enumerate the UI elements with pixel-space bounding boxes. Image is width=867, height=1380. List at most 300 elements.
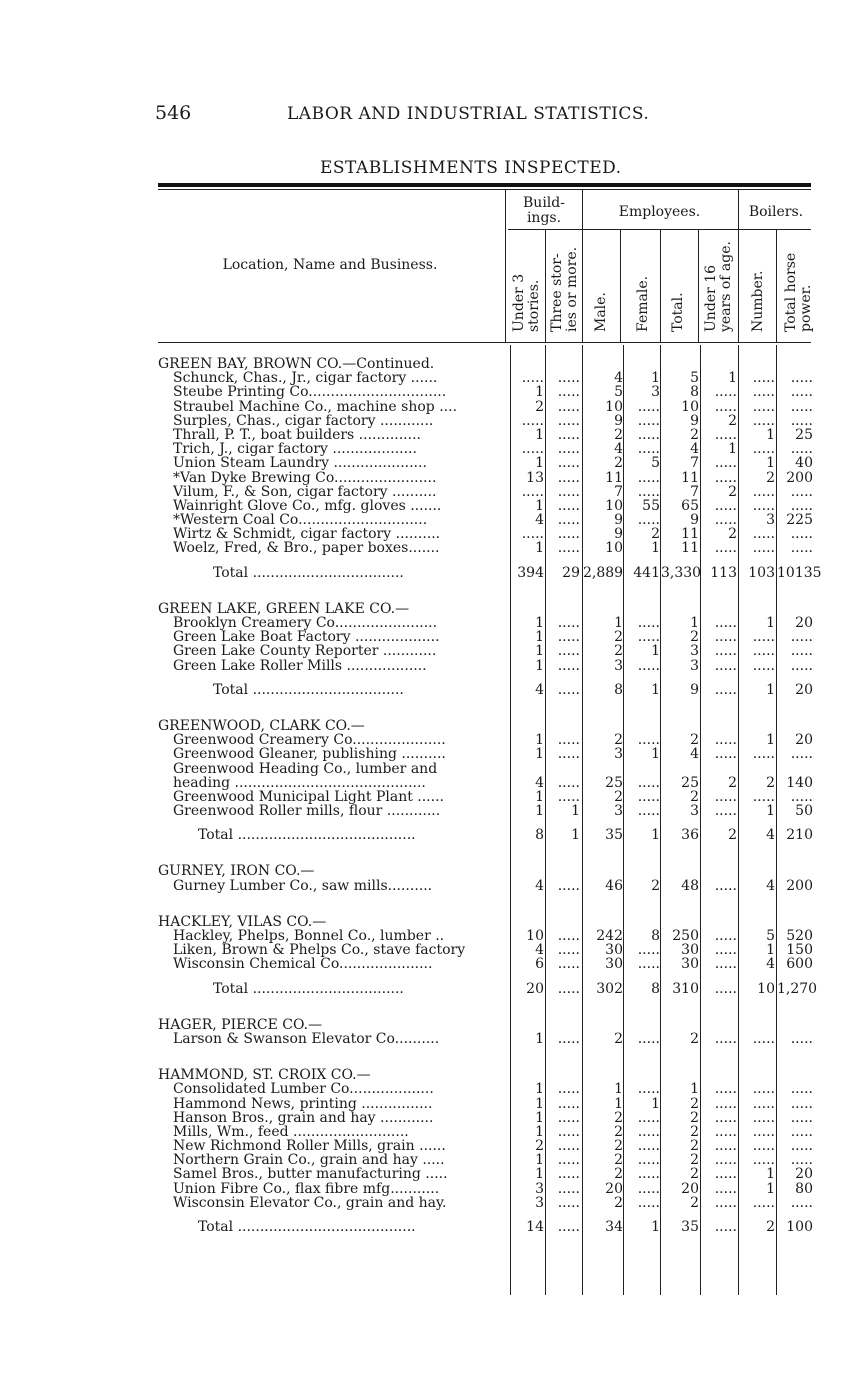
cell-male: 2 — [614, 1138, 623, 1155]
cell-b1: 1 — [535, 615, 544, 631]
cell-b1: ..... — [521, 441, 544, 458]
cell-b1: 1 — [535, 657, 544, 674]
cell-num: 5 — [766, 928, 775, 944]
table-row — [158, 929, 813, 943]
table-row — [158, 1032, 813, 1046]
establishment-name: *Van Dyke Brewing Co....................... — [173, 469, 437, 486]
establishment-name: Straubel Machine Co., machine shop .... — [173, 398, 458, 415]
cell-total: 9 — [690, 681, 699, 698]
table-top-rule-thin — [158, 189, 811, 190]
header-male: Male. — [593, 292, 609, 332]
cell-male: 2 — [614, 788, 623, 805]
cell-b1: 3 — [535, 1180, 544, 1197]
table-row — [158, 414, 813, 428]
cell-num: 1 — [766, 1166, 775, 1183]
cell-total: 3 — [690, 803, 699, 820]
table-row — [158, 1097, 813, 1111]
cell-b1: 1 — [535, 1109, 544, 1126]
cell-male: 302 — [596, 980, 623, 997]
cell-male: 10 — [605, 540, 623, 557]
cell-b2: ..... — [557, 643, 580, 660]
cell-u16: ..... — [714, 877, 737, 894]
cell-female: 1 — [651, 746, 660, 763]
cell-b1: 4 — [535, 512, 544, 529]
table-row — [158, 879, 813, 893]
cell-u16: ..... — [714, 615, 737, 631]
cell-num: ..... — [752, 441, 775, 458]
cell-b2: ..... — [557, 412, 580, 429]
cell-b1: 1 — [535, 746, 544, 763]
cell-b2: ..... — [557, 469, 580, 486]
cell-b1: 1 — [535, 497, 544, 514]
cell-b2: ..... — [557, 1138, 580, 1155]
cell-male: 2 — [614, 1152, 623, 1169]
establishment-name: Brooklyn Creamery Co....................... — [173, 615, 438, 631]
establishment-name: Thrall, P. T., boat builders .............. — [173, 426, 421, 443]
cell-num: ..... — [752, 1194, 775, 1211]
cell-total: 2 — [690, 1095, 699, 1112]
establishment-name: Greenwood Municipal Light Plant ...... — [173, 788, 444, 805]
total-row — [158, 564, 822, 581]
cell-female: ..... — [637, 398, 660, 415]
cell-hp: ..... — [790, 1138, 813, 1155]
cell-male: 10 — [605, 497, 623, 514]
cell-b2: ..... — [557, 928, 580, 944]
cell-hp: 210 — [786, 827, 813, 844]
cell-b2: ..... — [557, 1123, 580, 1140]
group-spacer — [158, 1046, 813, 1068]
cell-male: 3 — [614, 657, 623, 674]
cell-u16: ..... — [714, 1152, 737, 1169]
total-row — [158, 980, 818, 997]
cell-b1: 1 — [535, 384, 544, 401]
establishment-name: Samel Bros., butter manufacturing ..... — [173, 1166, 448, 1183]
cell-u16: ..... — [714, 643, 737, 660]
section-title: ESTABLISHMENTS INSPECTED. — [320, 158, 622, 178]
cell-total: 9 — [690, 412, 699, 429]
cell-b1: 1 — [535, 643, 544, 660]
cell-num: 103 — [748, 564, 775, 581]
table-row — [158, 1153, 813, 1167]
cell-b1: 1 — [535, 803, 544, 820]
cell-hp: 40 — [795, 455, 813, 472]
cell-hp: 200 — [786, 877, 813, 894]
group-title: GREEN BAY, BROWN CO.—Continued. — [158, 356, 435, 372]
cell-male: 46 — [605, 877, 623, 894]
cell-male: 2 — [614, 629, 623, 646]
cell-num: 4 — [766, 827, 775, 844]
cell-female: ..... — [637, 615, 660, 631]
cell-num: 2 — [766, 469, 775, 486]
cell-b1: ..... — [521, 483, 544, 500]
cell-male: 30 — [605, 942, 623, 959]
cell-total: 11 — [681, 526, 699, 543]
cell-b1: 6 — [535, 956, 544, 973]
table-row — [158, 644, 813, 658]
cell-b2: ..... — [557, 497, 580, 514]
cell-b1: 2 — [535, 398, 544, 415]
cell-u16: ..... — [714, 980, 737, 997]
cell-female: ..... — [637, 483, 660, 500]
cell-b1: ..... — [521, 526, 544, 543]
cell-hp: ..... — [790, 746, 813, 763]
cell-b2: ..... — [557, 746, 580, 763]
cell-female: ..... — [637, 788, 660, 805]
cell-female: 5 — [651, 455, 660, 472]
cell-num: ..... — [752, 1030, 775, 1047]
cell-num: 1 — [766, 455, 775, 472]
table-row — [158, 442, 813, 456]
running-title: LABOR AND INDUSTRIAL STATISTICS. — [287, 104, 650, 124]
cell-num: 1 — [766, 732, 775, 749]
cell-female: ..... — [637, 956, 660, 973]
total-row — [158, 828, 813, 842]
cell-u16: 2 — [728, 412, 737, 429]
header-divider — [698, 229, 699, 342]
cell-total: 11 — [681, 469, 699, 486]
group-spacer — [158, 893, 813, 915]
cell-num: 3 — [766, 512, 775, 529]
table-row — [158, 776, 813, 790]
cell-total: 4 — [690, 441, 699, 458]
cell-male: 3 — [614, 803, 623, 820]
cell-u16: ..... — [714, 1123, 737, 1140]
table-row — [158, 527, 813, 541]
cell-hp: ..... — [790, 1081, 813, 1098]
cell-b2: ..... — [557, 657, 580, 674]
header-employees: Employees. — [618, 204, 701, 220]
cell-total: 65 — [681, 497, 699, 514]
cell-male: 1 — [614, 1095, 623, 1112]
cell-female: 1 — [651, 370, 660, 387]
cell-male: 9 — [614, 412, 623, 429]
cell-total: 5 — [690, 370, 699, 387]
cell-num: 10 — [757, 980, 775, 997]
cell-male: 35 — [605, 827, 623, 844]
cell-female: ..... — [637, 426, 660, 443]
cell-hp: ..... — [790, 629, 813, 646]
cell-total: 310 — [672, 980, 699, 997]
table-row — [158, 456, 813, 470]
total-row — [158, 683, 813, 697]
cell-male: 25 — [605, 774, 623, 791]
cell-b1: 1 — [535, 540, 544, 557]
establishment-name: *Western Coal Co............................. — [173, 512, 428, 529]
cell-num: ..... — [752, 643, 775, 660]
establishment-name: Greenwood Roller mills, flour ............ — [173, 803, 441, 820]
cell-hp: ..... — [790, 1095, 813, 1112]
cell-total: 2 — [690, 1030, 699, 1047]
cell-u16: ..... — [714, 1138, 737, 1155]
cell-male: 2 — [614, 426, 623, 443]
table-row — [158, 1111, 813, 1125]
cell-female: 1 — [651, 681, 660, 698]
cell-total: 11 — [681, 540, 699, 557]
cell-female: ..... — [637, 1180, 660, 1197]
cell-hp: ..... — [790, 384, 813, 401]
establishment-name: Total ........................................ — [198, 827, 416, 844]
table-row — [158, 659, 813, 673]
cell-b2: ..... — [557, 788, 580, 805]
cell-num: 4 — [766, 877, 775, 894]
establishment-name: Wirtz & Schmidt, cigar factory .......... — [173, 526, 441, 543]
cell-u16: ..... — [714, 540, 737, 557]
cell-u16: ..... — [714, 1166, 737, 1183]
cell-female: ..... — [637, 657, 660, 674]
table-row — [158, 1125, 813, 1139]
cell-u16: ..... — [714, 426, 737, 443]
cell-total: 7 — [690, 483, 699, 500]
cell-b2: ..... — [557, 732, 580, 749]
cell-male: 5 — [614, 384, 623, 401]
cell-b2: ..... — [557, 1030, 580, 1047]
table-row — [158, 762, 813, 776]
cell-male: 8 — [614, 681, 623, 698]
cell-num: 1 — [766, 942, 775, 959]
establishment-name: Hackley, Phelps, Bonnel Co., lumber .. — [173, 928, 445, 944]
table-row — [158, 371, 813, 385]
cell-b2: ..... — [557, 1095, 580, 1112]
establishment-name: New Richmond Roller Mills, grain ...... — [173, 1138, 446, 1155]
cell-female: ..... — [637, 1030, 660, 1047]
group-title: HAMMOND, ST. CROIX CO.— — [158, 1067, 371, 1084]
cell-total: 2 — [690, 1138, 699, 1155]
group-title: HACKLEY, VILAS CO.— — [158, 913, 327, 930]
cell-num: ..... — [752, 1109, 775, 1126]
cell-b2: ..... — [557, 774, 580, 791]
cell-b1: 4 — [535, 681, 544, 698]
cell-total: 30 — [681, 942, 699, 959]
cell-b2: ..... — [557, 1166, 580, 1183]
cell-b1: 1 — [535, 1152, 544, 1169]
cell-u16: ..... — [714, 746, 737, 763]
cell-hp: 140 — [786, 774, 813, 791]
establishments-table — [158, 356, 822, 1235]
cell-hp: 150 — [786, 942, 813, 959]
cell-male: 30 — [605, 956, 623, 973]
cell-u16: ..... — [714, 497, 737, 514]
cell-b2: ..... — [557, 1219, 580, 1235]
cell-b1: 1 — [535, 455, 544, 472]
cell-u16: ..... — [714, 1095, 737, 1112]
cell-hp: ..... — [790, 1109, 813, 1126]
table-row — [158, 804, 813, 818]
cell-hp: ..... — [790, 483, 813, 500]
cell-b2: ..... — [557, 441, 580, 458]
cell-total: 36 — [681, 827, 699, 844]
cell-total: 1 — [690, 615, 699, 631]
cell-b1: 10 — [526, 928, 544, 944]
cell-b1: 1 — [535, 1081, 544, 1098]
cell-female: 2 — [651, 526, 660, 543]
cell-b2: ..... — [557, 980, 580, 997]
cell-total: 2 — [690, 732, 699, 749]
cell-female: 8 — [651, 980, 660, 997]
cell-u16: ..... — [714, 956, 737, 973]
cell-female: ..... — [637, 629, 660, 646]
header-boiler-number: Number. — [750, 270, 766, 332]
cell-u16: ..... — [714, 629, 737, 646]
cell-u16: ..... — [714, 1030, 737, 1047]
header-divider — [545, 229, 546, 342]
cell-male: 4 — [614, 370, 623, 387]
group-spacer — [158, 697, 813, 719]
cell-b2: ..... — [557, 1194, 580, 1211]
establishment-name: Hanson Bros., grain and hay ............ — [173, 1109, 434, 1126]
cell-hp: 25 — [795, 426, 813, 443]
cell-female: ..... — [637, 441, 660, 458]
cell-b2: ..... — [557, 526, 580, 543]
cell-num: ..... — [752, 1123, 775, 1140]
header-horse-power: Total horse power. — [783, 252, 814, 332]
cell-male: 3 — [614, 746, 623, 763]
table-row — [158, 428, 813, 442]
cell-total: 8 — [690, 384, 699, 401]
establishment-name: Total .................................. — [213, 564, 404, 581]
cell-total: 9 — [690, 512, 699, 529]
cell-female: 1 — [651, 827, 660, 844]
establishment-name: Greenwood Creamery Co..................... — [173, 732, 446, 749]
group-spacer — [158, 580, 813, 602]
cell-b1: 2 — [535, 1138, 544, 1155]
cell-hp: ..... — [790, 1030, 813, 1047]
cell-u16: 2 — [728, 526, 737, 543]
cell-hp: ..... — [790, 540, 813, 557]
cell-total: 250 — [672, 928, 699, 944]
cell-total: 10 — [681, 398, 699, 415]
cell-b1: 3 — [535, 1194, 544, 1211]
cell-female: ..... — [637, 732, 660, 749]
cell-num: ..... — [752, 1138, 775, 1155]
header-total: Total. — [670, 292, 686, 332]
cell-female: ..... — [637, 512, 660, 529]
cell-u16: ..... — [714, 455, 737, 472]
cell-male: 1 — [614, 615, 623, 631]
cell-female: ..... — [637, 942, 660, 959]
cell-male: 1 — [614, 1081, 623, 1098]
header-boilers: Boilers. — [748, 204, 804, 220]
establishment-name: Surples, Chas., cigar factory ............ — [173, 412, 434, 429]
cell-num: 1 — [766, 803, 775, 820]
cell-female: ..... — [637, 803, 660, 820]
cell-b1: 4 — [535, 774, 544, 791]
group-spacer — [158, 842, 813, 864]
cell-hp: ..... — [790, 398, 813, 415]
establishment-name: Consolidated Lumber Co................... — [173, 1081, 434, 1098]
cell-male: 2 — [614, 1030, 623, 1047]
cell-num: 1 — [766, 615, 775, 631]
cell-b1: 1 — [535, 426, 544, 443]
cell-num: 1 — [766, 681, 775, 698]
cell-u16: ..... — [714, 928, 737, 944]
cell-hp: 1,270 — [777, 980, 818, 997]
table-row — [158, 790, 813, 804]
table-row — [158, 616, 813, 630]
establishment-name: Green Lake Boat Factory ................... — [173, 629, 440, 646]
cell-female: ..... — [637, 1152, 660, 1169]
cell-female: 1 — [651, 540, 660, 557]
cell-u16: ..... — [714, 384, 737, 401]
cell-total: 35 — [681, 1219, 699, 1235]
cell-female: ..... — [637, 412, 660, 429]
cell-b2: ..... — [557, 1152, 580, 1169]
cell-b1: 394 — [517, 564, 544, 581]
cell-total: 2 — [690, 426, 699, 443]
header-buildings: Build- ings. — [523, 195, 565, 226]
cell-num: 1 — [766, 1180, 775, 1197]
cell-num: ..... — [752, 540, 775, 557]
cell-male: 10 — [605, 398, 623, 415]
table-row — [158, 1082, 813, 1096]
cell-male: 9 — [614, 512, 623, 529]
cell-hp: 600 — [786, 956, 813, 973]
cell-female: 441 — [633, 564, 660, 581]
cell-male: 11 — [605, 469, 623, 486]
header-location: Location, Name and Business. — [222, 257, 438, 273]
cell-total: 2 — [690, 1152, 699, 1169]
cell-male: 2 — [614, 643, 623, 660]
cell-b2: ..... — [557, 398, 580, 415]
cell-female: ..... — [637, 469, 660, 486]
cell-b2: ..... — [557, 384, 580, 401]
cell-total: 2 — [690, 1166, 699, 1183]
cell-num: ..... — [752, 497, 775, 514]
header-divider — [620, 229, 621, 342]
cell-u16: ..... — [714, 1180, 737, 1197]
cell-male: 2 — [614, 455, 623, 472]
header-divider — [505, 189, 506, 342]
cell-hp: ..... — [790, 788, 813, 805]
cell-hp: ..... — [790, 657, 813, 674]
cell-female: 55 — [642, 497, 660, 514]
table-row — [158, 1182, 813, 1196]
cell-num: 4 — [766, 956, 775, 973]
table-row — [158, 747, 813, 761]
cell-num: ..... — [752, 1095, 775, 1112]
cell-u16: ..... — [714, 942, 737, 959]
establishment-name: Schunck, Chas., Jr., cigar factory ...... — [173, 370, 438, 387]
header-under-16: Under 16 years of age. — [703, 241, 734, 332]
group-title: GREENWOOD, CLARK CO.— — [158, 717, 365, 734]
cell-num: ..... — [752, 483, 775, 500]
cell-female: ..... — [637, 1138, 660, 1155]
cell-hp: ..... — [790, 497, 813, 514]
header-three-stories-or-more: Three stor- ies or more. — [549, 246, 580, 332]
cell-hp: 20 — [795, 1166, 813, 1183]
table-row — [158, 1167, 813, 1181]
cell-hp: 80 — [795, 1180, 813, 1197]
cell-male: 242 — [596, 928, 623, 944]
cell-male: 2 — [614, 732, 623, 749]
cell-b2: ..... — [557, 426, 580, 443]
cell-num: ..... — [752, 657, 775, 674]
cell-u16: ..... — [714, 469, 737, 486]
cell-b1: 1 — [535, 1166, 544, 1183]
cell-b2: ..... — [557, 629, 580, 646]
cell-hp: 20 — [795, 732, 813, 749]
cell-male: 4 — [614, 441, 623, 458]
cell-b1: 20 — [526, 980, 544, 997]
cell-b1: 1 — [535, 1095, 544, 1112]
cell-total: 7 — [690, 455, 699, 472]
establishment-name: Total .................................. — [213, 681, 404, 698]
cell-u16: ..... — [714, 681, 737, 698]
cell-num: ..... — [752, 1152, 775, 1169]
cell-total: 2 — [690, 1109, 699, 1126]
cell-b2: ..... — [557, 942, 580, 959]
cell-b2: ..... — [557, 540, 580, 557]
cell-male: 7 — [614, 483, 623, 500]
